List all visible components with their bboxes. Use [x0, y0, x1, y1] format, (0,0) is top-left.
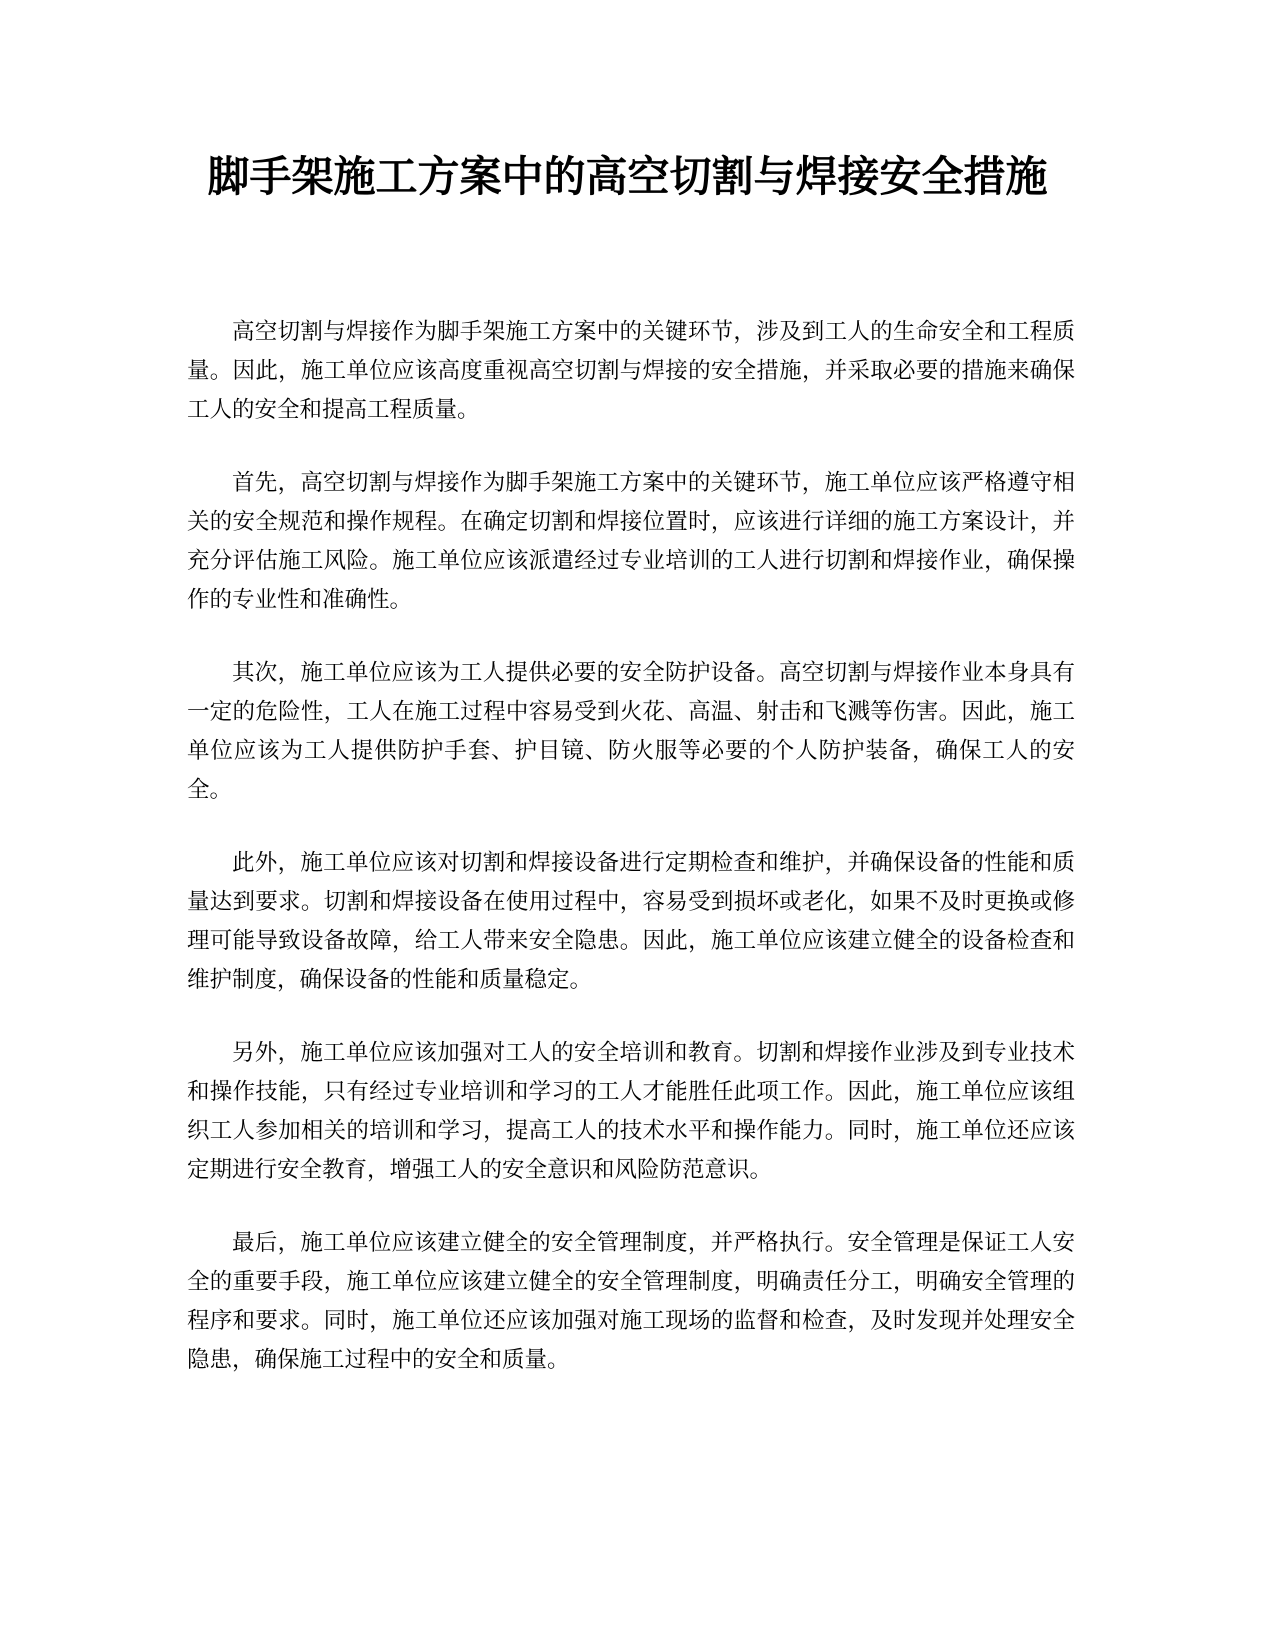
paragraph-fourth: 另外，施工单位应该加强对工人的安全培训和教育。切割和焊接作业涉及到专业技术和操作技能，只有经过专业培训和学习的工人才能胜任此项工作。因此，施工单位应该组织工人参加相关的培训和学习，提高工人的技术水平和操作能力。同时，施工单位还应该定期进行安全教育，增强工人的安全意识和风险防范意识。: [187, 1040, 1075, 1183]
paragraph-last: 最后，施工单位应该建立健全的安全管理制度，并严格执行。安全管理是保证工人安全的重要手段，施工单位应该建立健全的安全管理制度，明确责任分工，明确安全管理的程序和要求。同时，施工单位还应该加强对施工现场的监督和检查，及时发现并处理安全隐患，确保施工过程中的安全和质量。: [187, 1230, 1075, 1373]
document-title: 脚手架施工方案中的高空切割与焊接安全措施: [207, 152, 1048, 201]
document-body: [187, 313, 1075, 1414]
paragraph-intro: 高空切割与焊接作为脚手架施工方案中的关键环节，涉及到工人的生命安全和工程质量。因此，施工单位应该高度重视高空切割与焊接的安全措施，并采取必要的措施来确保工人的安全和提高工程质量。: [187, 319, 1075, 423]
paragraph-second: 其次，施工单位应该为工人提供必要的安全防护设备。高空切割与焊接作业本身具有一定的危险性，工人在施工过程中容易受到火花、高温、射击和飞溅等伤害。因此，施工单位应该为工人提供防护手套、护目镜、防火服等必要的个人防护装备，确保工人的安全。: [187, 660, 1075, 803]
paragraph-third: 此外，施工单位应该对切割和焊接设备进行定期检查和维护，并确保设备的性能和质量达到要求。切割和焊接设备在使用过程中，容易受到损坏或老化，如果不及时更换或修理可能导致设备故障，给工人带来安全隐患。因此，施工单位应该建立健全的设备检查和维护制度，确保设备的性能和质量稳定。: [187, 850, 1075, 993]
paragraph-first: 首先，高空切割与焊接作为脚手架施工方案中的关键环节，施工单位应该严格遵守相关的安全规范和操作规程。在确定切割和焊接位置时，应该进行详细的施工方案设计，并充分评估施工风险。施工单位应该派遣经过专业培训的工人进行切割和焊接作业，确保操作的专业性和准确性。: [187, 470, 1075, 613]
